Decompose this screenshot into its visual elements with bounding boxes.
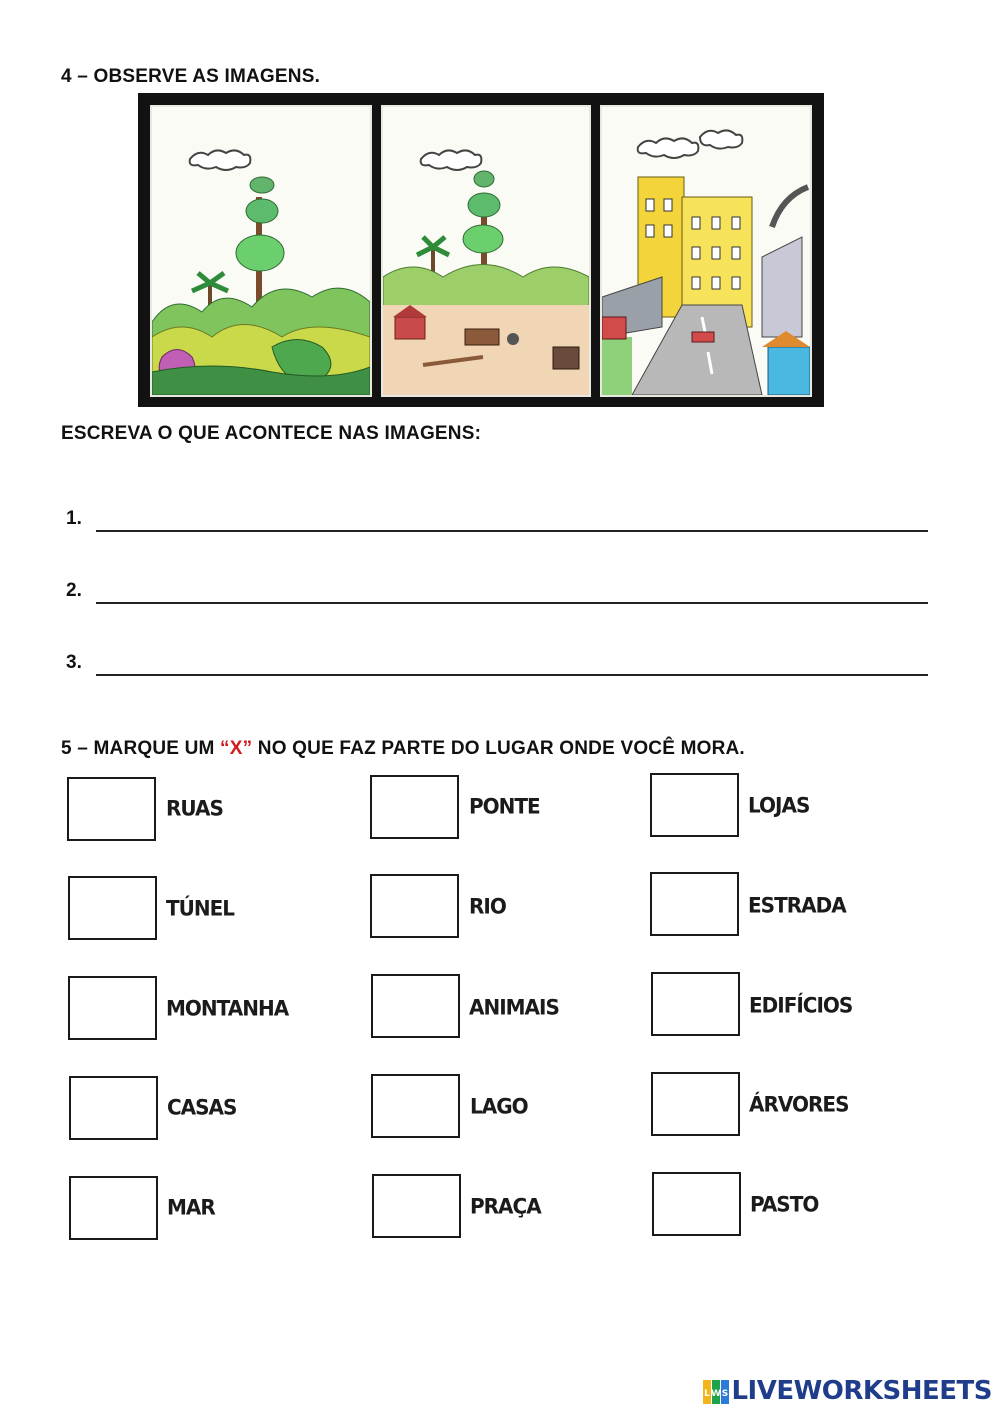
option-label-edificios: EDIFÍCIOS <box>749 992 853 1018</box>
checkbox-arvores[interactable] <box>651 1072 740 1136</box>
title-text-before: 5 – MARQUE UM <box>61 738 221 759</box>
option-label-casas: CASAS <box>167 1094 237 1120</box>
svg-text:L: L <box>704 1389 711 1399</box>
landscape-illustration <box>138 93 824 407</box>
checkbox-lago[interactable] <box>371 1074 460 1138</box>
option-label-arvores: ÁRVORES <box>749 1091 849 1117</box>
checkbox-mar[interactable] <box>69 1176 158 1240</box>
deforestation-panel <box>381 105 591 397</box>
checkbox-pasto[interactable] <box>652 1172 741 1236</box>
forest-panel <box>150 105 372 397</box>
brand-text: LIVEWORKSHEETS <box>731 1376 992 1406</box>
question-4-title: 4 – OBSERVE AS IMAGENS. <box>61 66 321 87</box>
svg-text:W: W <box>711 1389 722 1399</box>
answer-line-3[interactable] <box>66 652 928 682</box>
checkbox-estrada[interactable] <box>650 872 739 936</box>
option-label-ruas: RUAS <box>166 795 223 821</box>
city-panel <box>600 105 812 397</box>
checkbox-ponte[interactable] <box>370 775 459 839</box>
answer-number: 3. <box>66 652 82 673</box>
answer-input-line[interactable] <box>96 530 928 532</box>
liveworksheets-logo[interactable] <box>703 1376 992 1406</box>
option-label-pasto: PASTO <box>750 1191 819 1217</box>
answer-input-line[interactable] <box>96 674 928 676</box>
answer-line-2[interactable] <box>66 580 928 610</box>
option-label-lago: LAGO <box>470 1093 528 1119</box>
title-text-after: NO QUE FAZ PARTE DO LUGAR ONDE VOCÊ MORA. <box>252 738 745 759</box>
option-label-mar: MAR <box>167 1194 215 1220</box>
answer-input-line[interactable] <box>96 602 928 604</box>
option-label-lojas: LOJAS <box>748 792 810 818</box>
checkbox-montanha[interactable] <box>68 976 157 1040</box>
option-label-praca: PRAÇA <box>470 1193 541 1219</box>
svg-text:S: S <box>722 1389 729 1399</box>
option-label-estrada: ESTRADA <box>748 892 846 918</box>
title-mark: “X” <box>220 738 253 759</box>
checkbox-animais[interactable] <box>371 974 460 1038</box>
option-label-rio: RIO <box>469 893 506 919</box>
checkbox-casas[interactable] <box>69 1076 158 1140</box>
checkbox-praca[interactable] <box>372 1174 461 1238</box>
option-label-montanha: MONTANHA <box>166 995 289 1021</box>
answer-number: 2. <box>66 580 82 601</box>
checkbox-ruas[interactable] <box>67 777 156 841</box>
checkbox-edificios[interactable] <box>651 972 740 1036</box>
liveworksheets-icon <box>703 1378 729 1404</box>
answer-number: 1. <box>66 508 82 529</box>
checkbox-rio[interactable] <box>370 874 459 938</box>
option-label-ponte: PONTE <box>469 793 540 819</box>
option-label-animais: ANIMAIS <box>469 994 559 1020</box>
answer-line-1[interactable] <box>66 508 928 538</box>
question-5-title <box>61 738 745 760</box>
checkbox-lojas[interactable] <box>650 773 739 837</box>
option-label-tunel: TÚNEL <box>166 895 235 921</box>
question-4-instruction: ESCREVA O QUE ACONTECE NAS IMAGENS: <box>61 423 482 444</box>
checkbox-tunel[interactable] <box>68 876 157 940</box>
